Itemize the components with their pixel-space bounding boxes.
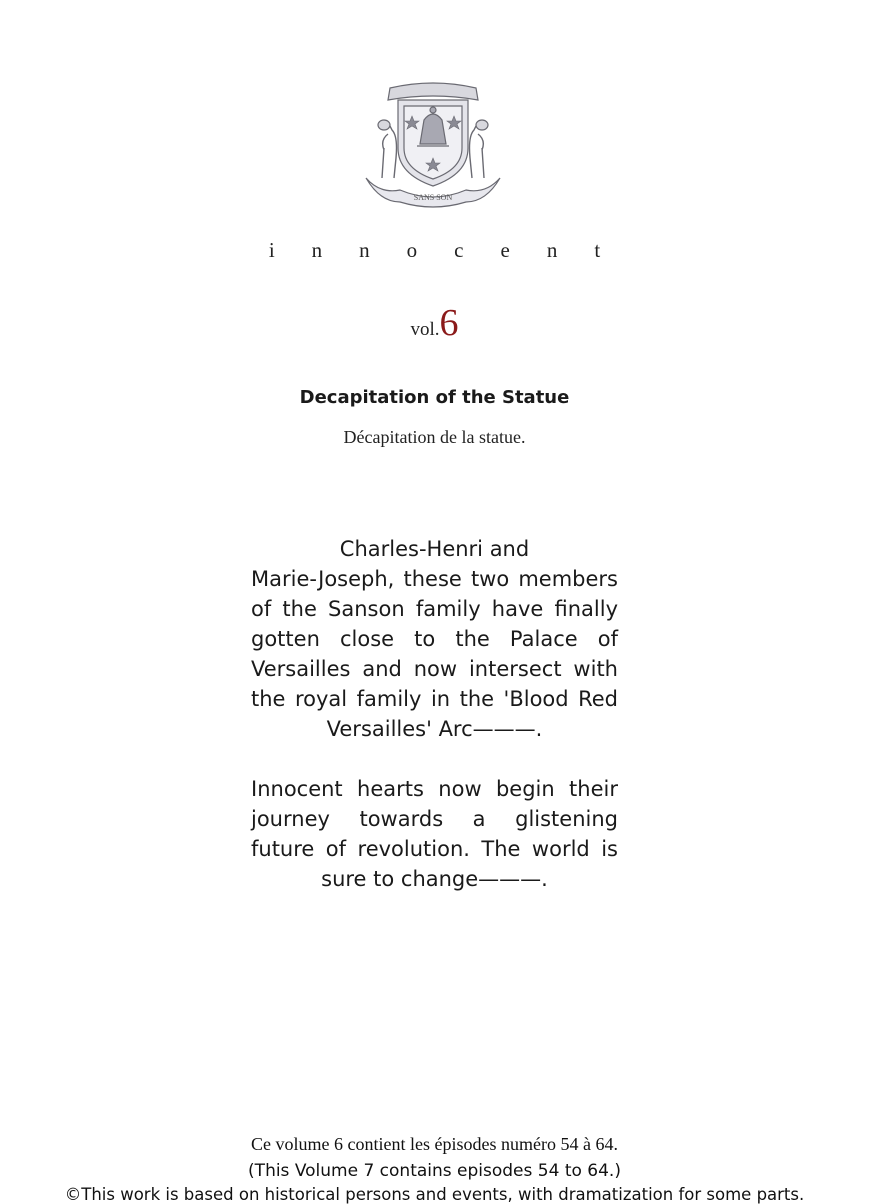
series-title: innocent (268, 238, 638, 262)
chapter-title-english: Decapitation of the Statue (299, 387, 570, 408)
chapter-title-french: Décapitation de la statue. (343, 427, 526, 447)
volume-prefix: vol. (410, 319, 440, 340)
blurb-paragraph-1 (251, 534, 618, 744)
volume-label (0, 304, 869, 342)
blurb-paragraph-2: Innocent hearts now begin their journey towards a glistening future of revolution. The world is sure to change———. (251, 777, 618, 891)
blurb-paragraph-1-head: Charles-Henri and (339, 537, 530, 561)
sanson-coat-of-arms-icon (360, 78, 506, 212)
contents-note-english: (This Volume 7 contains episodes 54 to 64.) (248, 1161, 621, 1181)
blurb-paragraph-1-body: Marie-Joseph, these two members of the Sanson family have finally gotten close to the Palace of Versailles and now intersect with the royal family in the 'Blood Red Versailles' Arc———. (251, 567, 618, 741)
contents-note-french: Ce volume 6 contient les épisodes numéro 54 à 64. (251, 1134, 618, 1154)
historical-disclaimer: ©This work is based on historical persons and events, with dramatization for some parts. (64, 1185, 805, 1204)
volume-number: 6 (439, 302, 459, 344)
crest-banner-text: SANS SON (413, 193, 453, 202)
